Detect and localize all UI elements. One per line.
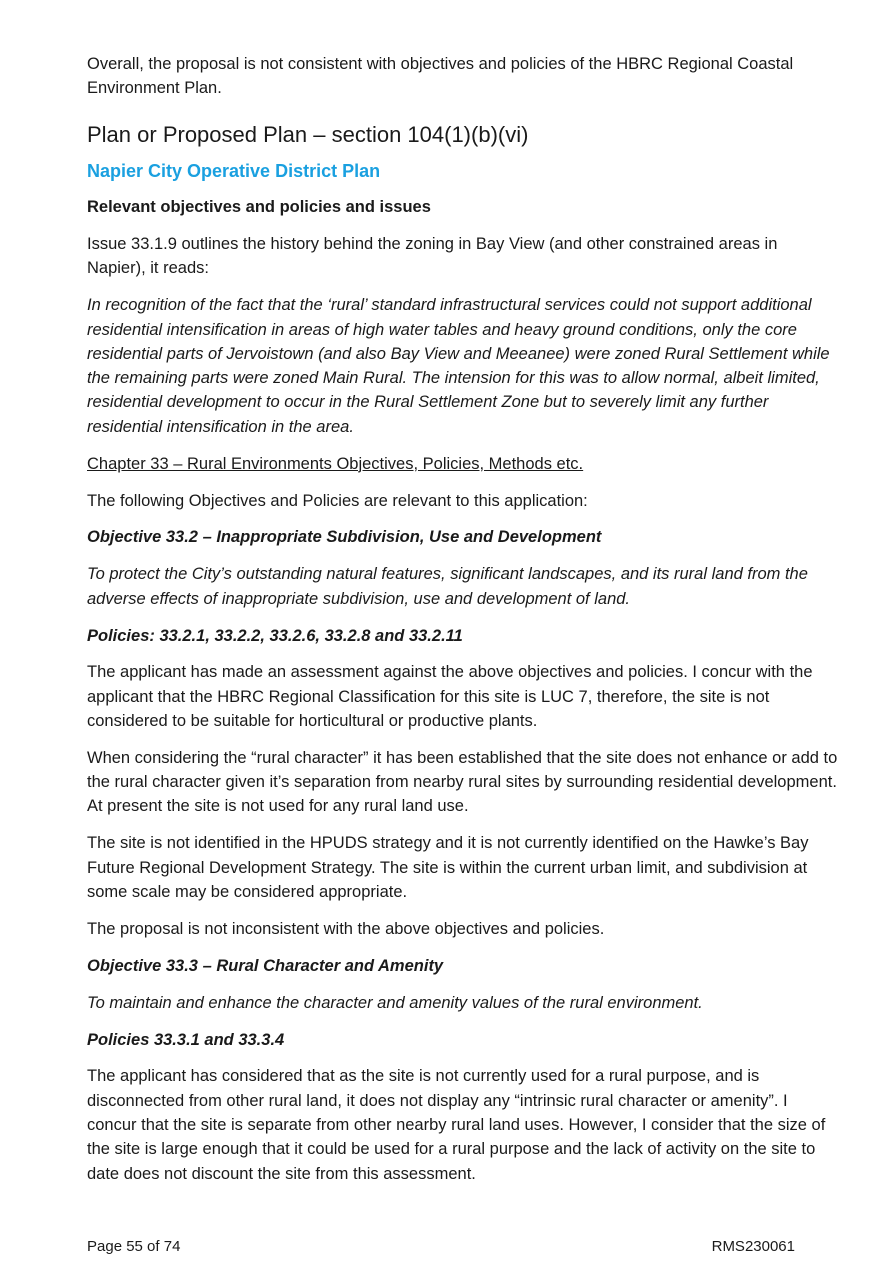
chapter-heading: Chapter 33 – Rural Environments Objectives, Policies, Methods etc. bbox=[87, 454, 584, 473]
objective-33-3-text: To maintain and enhance the character and amenity values of the rural environment. bbox=[87, 993, 703, 1012]
subsection-heading: Napier City Operative District Plan bbox=[87, 160, 381, 181]
objective-33-3-title: Objective 33.3 – Rural Character and Amenity bbox=[87, 956, 444, 975]
intro-paragraph: Overall, the proposal is not consistent with objectives and policies of the HBRC Regional Coastal Environment Plan. bbox=[87, 55, 794, 98]
objective-33-2-text: To protect the City’s outstanding natural features, significant landscapes, and its rural land from the adverse effects of inappropriate subdivision, use and development of land. bbox=[87, 565, 808, 608]
objective-33-2-title: Objective 33.2 – Inappropriate Subdivision, Use and Development bbox=[87, 528, 602, 547]
quote-paragraph: In recognition of the fact that the ‘rural’ standard infrastructural services could not support additional residential intensification in areas of high water tables and heavy ground conditions, only the core residential parts of Jervoistown (and also Bay View and Meeanee) were zoned Rural Settlement while the remaining parts were zoned Main Rural. The intension for this was to allow normal, albeit limited, residential development to occur in the Rural Settlement Zone but to severely limit any further residential intensification in the area. bbox=[87, 296, 830, 436]
document-reference: RMS230061 bbox=[711, 1238, 795, 1255]
section-heading: Plan or Proposed Plan – section 104(1)(b)(vi) bbox=[87, 121, 529, 147]
conclusion-paragraph: The proposal is not inconsistent with the above objectives and policies. bbox=[87, 919, 605, 938]
hpuds-paragraph: The site is not identified in the HPUDS strategy and it is not currently identified on the Hawke’s Bay Future Regional Development Strategy. The site is within the current urban limit, and subdivision at some scale may be considered appropriate. bbox=[87, 834, 809, 901]
issue-paragraph: Issue 33.1.9 outlines the history behind the zoning in Bay View (and other constrained areas in Napier), it reads: bbox=[87, 235, 778, 278]
objective-33-3-paragraph: The applicant has considered that as the site is not currently used for a rural purpose, and is disconnected from other rural land, it does not display any “intrinsic rural character or amenity”. I concur that the site is separate from other nearby rural land uses. However, I consider that the size of the site is large enough that it could be used for a rural purpose and the lack of activity on the site to date does not discount the site from this assessment. bbox=[87, 1067, 826, 1183]
objective-33-2-policies: Policies: 33.2.1, 33.2.2, 33.2.6, 33.2.8 and 33.2.11 bbox=[87, 626, 463, 645]
document-body bbox=[87, 52, 839, 1186]
relevant-heading: Relevant objectives and policies and issues bbox=[87, 198, 431, 217]
objective-33-3-policies: Policies 33.3.1 and 33.3.4 bbox=[87, 1030, 285, 1049]
following-paragraph: The following Objectives and Policies are relevant to this application: bbox=[87, 491, 588, 510]
assessment-paragraph: The applicant has made an assessment against the above objectives and policies. I concur with the applicant that the HBRC Regional Classification for this site is LUC 7, therefore, the site is not considered to be suitable for horticultural or productive plants. bbox=[87, 663, 813, 730]
rural-character-paragraph: When considering the “rural character” it has been established that the site does not enhance or add to the rural character given it’s separation from nearby rural sites by surrounding residential development. At present the site is not used for any rural land use. bbox=[87, 748, 838, 816]
page-footer bbox=[87, 1238, 795, 1256]
page-number: Page 55 of 74 bbox=[87, 1238, 181, 1255]
